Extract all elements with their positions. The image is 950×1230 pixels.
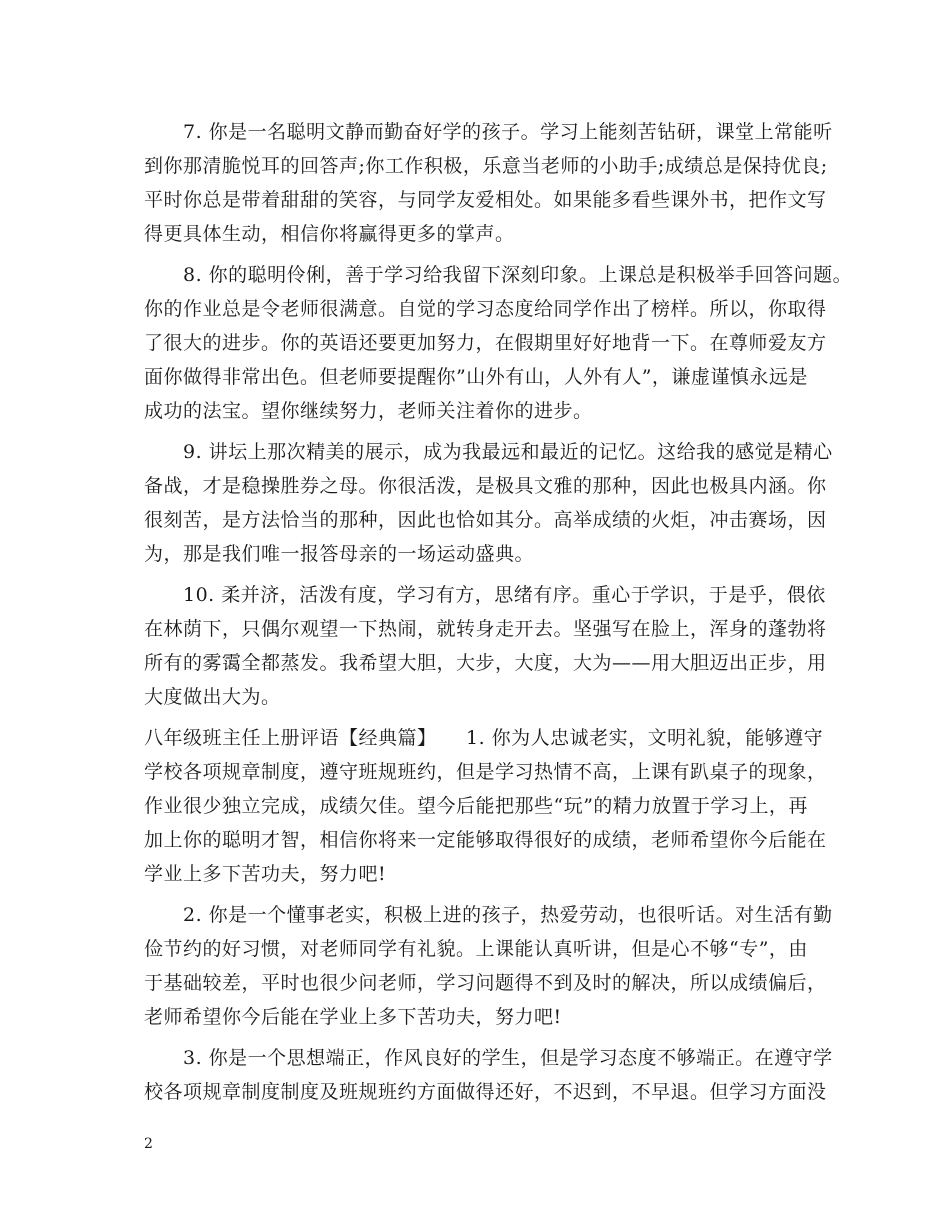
text-line: 加上你的聪明才智，相信你将来一定能够取得很好的成绩，老师希望你今后能在 [144,829,827,851]
text-line: 学业上多下苦功夫，努力吧! [144,863,387,885]
text-line: 于基础较差，平时也很少问老师，学习问题得不到及时的解决，所以成绩偏后， [144,972,827,994]
text-line: 9. 讲坛上那次精美的展示，成为我最远和最近的记忆。这给我的感觉是精心 [144,441,833,463]
text-line: 学校各项规章制度，遵守班规班约，但是学习热情不高，上课有趴桌子的现象， [144,761,827,783]
text-line: 俭节约的好习惯，对老师同学有礼貌。上课能认真听讲，但是心不够“专”，由 [144,938,808,960]
text-line: 大度做出大为。 [144,686,281,708]
text-line: 7. 你是一名聪明文静而勤奋好学的孩子。学习上能刻苦钻研，课堂上常能听 [144,121,833,143]
text-line: 很刻苦，是方法恰当的那种，因此也恰如其分。高举成绩的火炬，冲击赛场，因 [144,509,827,531]
text-line: 备战，才是稳操胜券之母。你很活泼，是极具文雅的那种，因此也极具内涵。你 [144,475,827,497]
text-line: 面你做得非常出色。但老师要提醒你”山外有山，人外有人”，谦虚谨慎永远是 [144,366,808,388]
text-line: 你的作业总是令老师很满意。自觉的学习态度给同学作出了榜样。所以，你取得 [144,298,827,320]
text-line: 了很大的进步。你的英语还要更加努力，在假期里好好地背一下。在尊师爱友方 [144,332,827,354]
text-line: 3. 你是一个思想端正，作风良好的学生，但是学习态度不够端正。在遵守学 [144,1047,833,1069]
text-line: 得更具体生动，相信你将赢得更多的掌声。 [144,223,515,245]
text-line: 成功的法宝。望你继续努力，老师关注着你的进步。 [144,400,593,422]
text-line: 老师希望你今后能在学业上多下苦功夫，努力吧! [144,1006,562,1028]
text-line: 在林荫下，只偶尔观望一下热闹，就转身走开去。坚强写在脸上，浑身的蓬勃将 [144,618,827,640]
page-number: 2 [144,1136,153,1152]
text-line: 八年级班主任上册评语【经典篇】 1. 你为人忠诚老实，文明礼貌，能够遵守 [144,727,824,749]
text-line: 平时你总是带着甜甜的笑容，与同学友爱相处。如果能多看些课外书，把作文写 [144,189,827,211]
text-line: 作业很少独立完成，成绩欠佳。望今后能把那些“玩”的精力放置于学习上，再 [144,795,808,817]
text-line: 2. 你是一个懂事老实，积极上进的孩子，热爱劳动，也很听话。对生活有勤 [144,904,833,926]
text-line: 所有的雾霭全都蒸发。我希望大胆，大步，大度，大为——用大胆迈出正步，用 [144,652,827,674]
text-line: 10. 柔并济，活泼有度，学习有方，思绪有序。重心于学识，于是乎，偎依 [144,584,826,606]
text-line: 8. 你的聪明伶俐，善于学习给我留下深刻印象。上课总是积极举手回答问题。 [144,264,853,286]
text-line: 到你那清脆悦耳的回答声;你工作积极，乐意当老师的小助手;成绩总是保持优良; [144,155,828,177]
text-line: 校各项规章制度制度及班规班约方面做得还好，不迟到，不早退。但学习方面没 [144,1081,827,1103]
text-line: 为，那是我们唯一报答母亲的一场运动盛典。 [144,543,535,565]
